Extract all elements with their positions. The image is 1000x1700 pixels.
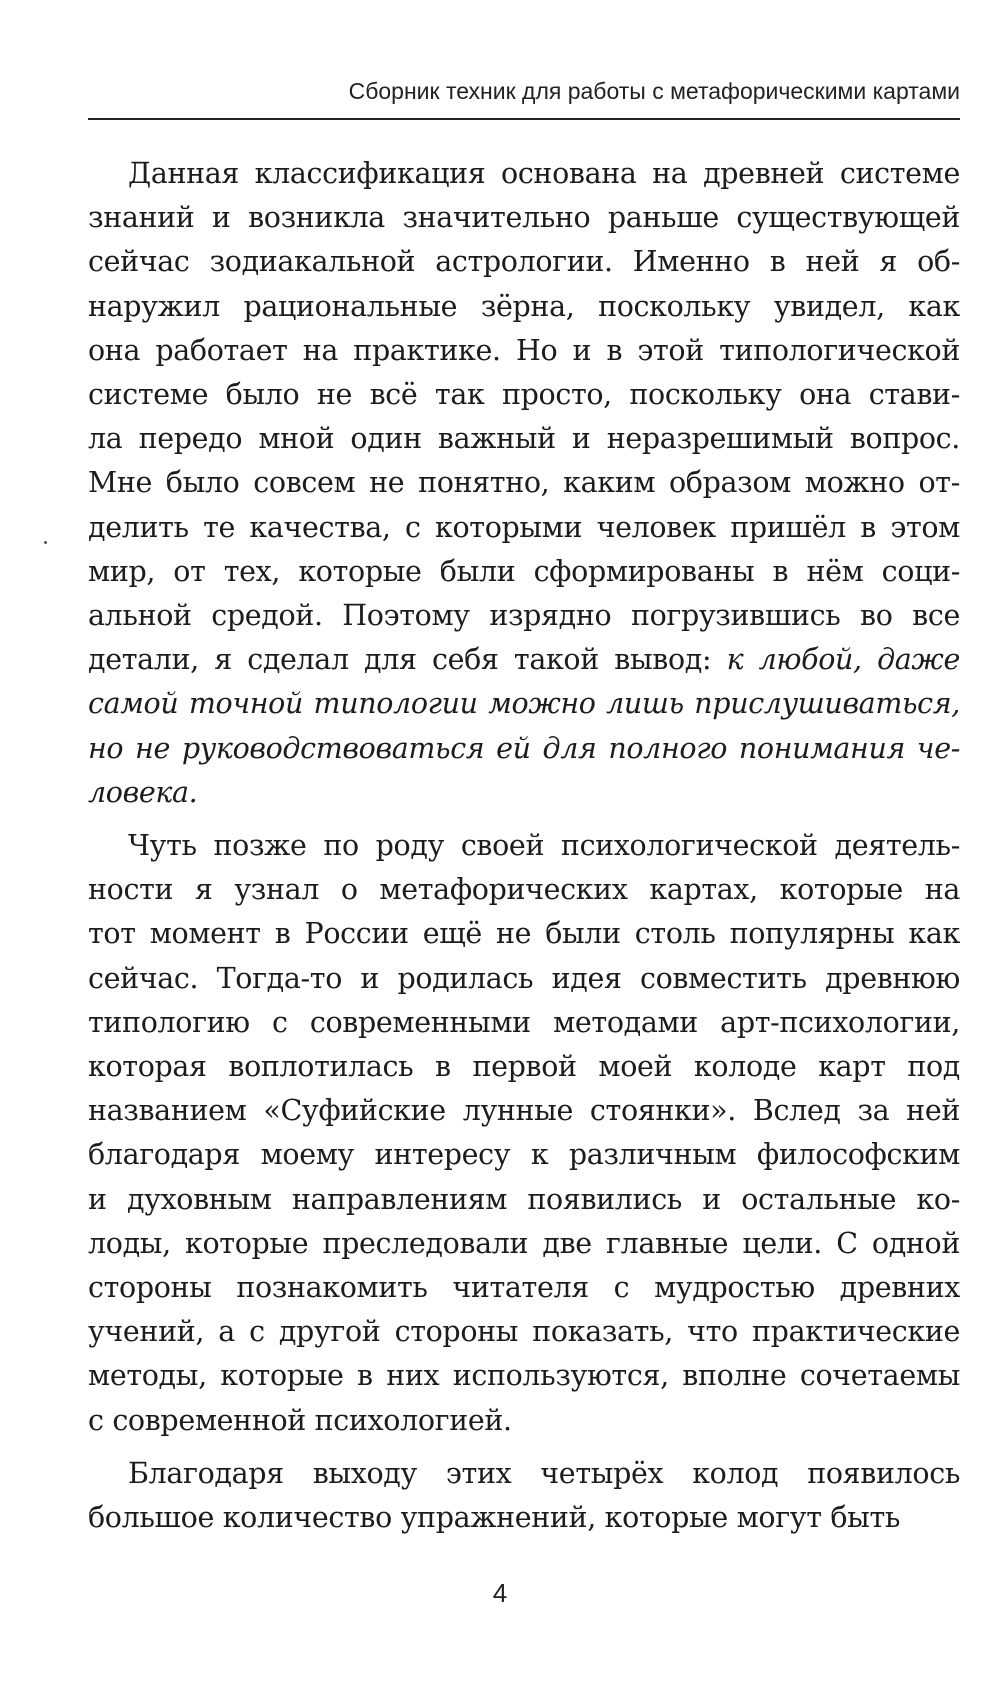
paragraph (88, 152, 960, 815)
line-text: альной средой. Поэтому изрядно погрузившись во все (88, 599, 960, 633)
line-text: детали, я сделал для себя такой вывод: (88, 643, 727, 677)
line-italic-text: самой точной типологии можно лишь прислушиваться, (88, 687, 960, 721)
line-text: сейчас зодиакальной астрологии. Именно в ней я об- (88, 245, 960, 279)
text-line (88, 594, 960, 638)
line-text: сейчас. Тогда-то и родилась идея совместить древнюю (88, 961, 960, 995)
line-italic-text: к любой, даже (726, 643, 960, 677)
line-text: с современной психологией. (88, 1403, 512, 1437)
text-line (88, 461, 960, 505)
text-line (88, 1266, 960, 1310)
text-line (88, 868, 960, 912)
line-text: Данная классификация основана на древней системе (128, 157, 960, 190)
line-text: мир, от тех, которые были сформированы в нём соци- (88, 554, 960, 588)
text-line (88, 152, 960, 196)
text-line (88, 417, 960, 461)
text-line (88, 506, 960, 550)
line-text: ла передо мной один важный и неразрешимый вопрос. (88, 422, 960, 456)
text-line (88, 771, 960, 815)
line-text: методы, которые в них используются, вполне сочетаемы (88, 1359, 960, 1393)
running-header: Сборник техник для работы с метафорическими картами (348, 78, 960, 104)
text-line (88, 638, 960, 682)
line-text: тот момент в России ещё не были столь популярны как (88, 917, 960, 951)
page-number: 4 (492, 1578, 508, 1608)
line-text: названием «Суфийские лунные стоянки». Вслед за ней (88, 1094, 960, 1128)
line-text: делить те качества, с которыми человек пришёл в этом (88, 510, 960, 544)
paragraph (88, 1452, 960, 1540)
line-text: большое количество упражнений, которые могут быть (88, 1501, 901, 1535)
text-line (88, 196, 960, 240)
text-line (88, 1089, 960, 1133)
line-text: она работает на практике. Но и в этой типологической (88, 333, 960, 367)
line-text: стороны познакомить читателя с мудростью древних (88, 1271, 960, 1305)
line-text: лоды, которые преследовали две главные цели. С одной (88, 1226, 960, 1260)
paragraph (88, 824, 960, 1443)
line-text: знаний и возникла значительно раньше существующей (88, 201, 960, 235)
text-line (88, 957, 960, 1001)
line-text: Чуть позже по роду своей психологической деятель- (128, 829, 960, 863)
line-text: системе было не всё так просто, поскольку она стави- (88, 378, 960, 412)
line-text: благодаря моему интересу к различным философским (88, 1138, 960, 1172)
text-line (88, 373, 960, 417)
text-line (88, 682, 960, 726)
text-line (88, 240, 960, 284)
line-text: наружил рациональные зёрна, поскольку увидел, как (88, 289, 960, 323)
scan-speck (44, 541, 47, 544)
line-text: которая воплотилась в первой моей колоде карт под (88, 1050, 960, 1084)
text-line (88, 1045, 960, 1089)
text-line (88, 824, 960, 868)
text-line (88, 727, 960, 771)
text-line (88, 1354, 960, 1398)
text-line (88, 329, 960, 373)
text-line (88, 1310, 960, 1354)
line-text: типологию с современными методами арт-психологии, (88, 1005, 960, 1039)
text-line (88, 1452, 960, 1496)
text-line (88, 1001, 960, 1045)
body-text (88, 152, 960, 1549)
line-text: учений, а с другой стороны показать, что практические (88, 1315, 960, 1349)
header-rule (88, 118, 960, 120)
text-line (88, 550, 960, 594)
text-line (88, 1222, 960, 1266)
text-line (88, 1399, 960, 1443)
line-text: Благодаря выходу этих четырёх колод появилось (128, 1456, 960, 1490)
line-italic-text: ловека. (88, 775, 198, 809)
line-text: Мне было совсем не понятно, каким образом можно от- (88, 466, 960, 500)
text-line (88, 1133, 960, 1177)
line-text: ности я узнал о метафорических картах, которые на (88, 873, 960, 907)
text-line (88, 912, 960, 956)
line-italic-text: но не руководствоваться ей для полного понимания че- (88, 731, 960, 765)
text-line (88, 1178, 960, 1222)
text-line (88, 285, 960, 329)
text-line (88, 1496, 960, 1540)
line-text: и духовным направлениям появились и остальные ко- (88, 1182, 960, 1216)
